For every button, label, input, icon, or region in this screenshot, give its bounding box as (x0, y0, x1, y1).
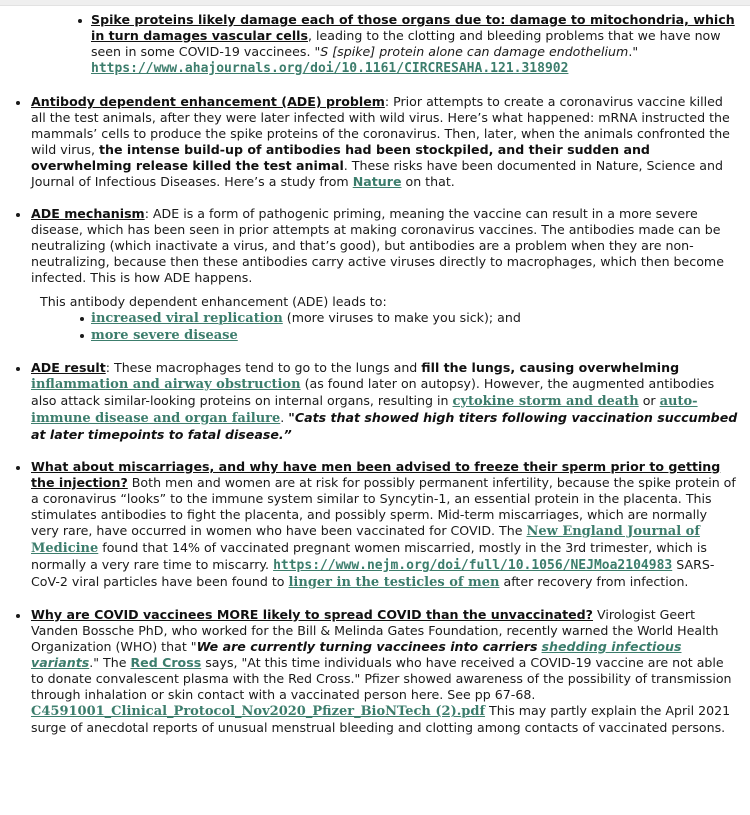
list-item-ade-problem (0, 94, 750, 190)
lead-item (31, 327, 738, 344)
item-text: ." (628, 44, 639, 59)
item-text: , leading to the clotting and bleeding problems that we have now seen in some COVID-19 vaccinees. " (91, 28, 721, 59)
lead-text: (more viruses to make you sick); and (282, 310, 521, 325)
ade-leads-intro: This antibody dependent enhancement (ADE) leads to: (40, 294, 387, 309)
increased-viral-replication-link[interactable]: increased viral replication (91, 311, 283, 326)
item-text: SARS-CoV-2 viral particles have been found to (31, 557, 715, 589)
inflammation-link[interactable]: inflammation and airway obstruction (31, 377, 301, 392)
item-heading: Antibody dependent enhancement (ADE) problem (31, 94, 385, 109)
ade-leads-list (31, 310, 738, 344)
main-list (0, 12, 750, 736)
item-text: or (638, 393, 660, 408)
quote-text: [spike] protein alone can damage endothelium (332, 44, 629, 59)
item-text: . (280, 410, 289, 425)
item-heading: ADE mechanism (31, 206, 145, 221)
cats-quote: "Cats that showed high titers following vaccination succumbed at later timepoints to fatal disease.” (31, 410, 738, 442)
item-text: after recovery from infection. (499, 574, 689, 589)
shedding-variants-link[interactable]: shedding infectious variants (31, 639, 682, 670)
item-heading: ADE result (31, 360, 106, 375)
list-item-ade-mechanism (0, 206, 750, 344)
item-heading: What about miscarriages, and why have men been advised to freeze their sperm prior to getting the injection? (31, 459, 721, 490)
testicles-link[interactable]: linger in the testicles of men (288, 575, 500, 590)
item-text: : Prior attempts to create a coronavirus vaccine killed all the test animals, after they were later infected with wild virus. Here’s what happened: mRNA instructed the mammals’ cells to produce the spike proteins of the coronavirus. Then, later, when the animals confronted the wild virus, (31, 94, 730, 157)
item-text: on that. (401, 174, 455, 189)
item-text: Both men and women are at risk for possibly permanent infertility, because the spike protein of a coronavirus “looks” to the immune system similar to Syncytin-1, an essential protein in the placenta. This stimulates antibodies to fight the placenta, and possibly sperm. Mid-term miscarriages, which are normally very rare, have occurred in women who have been vaccinated for COVID. The (31, 475, 736, 538)
cytokine-storm-link[interactable]: cytokine storm and death (452, 394, 639, 409)
item-text: (as found later on autopsy). However, the augmented antibodies also attack similar-looking proteins on internal organs, resulting in (31, 376, 715, 408)
pfizer-protocol-pdf-link[interactable]: C4591001_Clinical_Protocol_Nov2020_Pfizer_BioNTech (2).pdf (31, 704, 486, 719)
item-text: says, "At this time individuals who have received a COVID-19 vaccine are not able to donate convalescent plasma with the Red Cross." Pfizer showed awareness of the possibility of transmission through inhalation or skin contact with a vaccinated person here. See pp 67-68. (31, 655, 732, 702)
quote-text: S (320, 44, 333, 59)
top-border (0, 0, 750, 6)
bold-text: the intense build-up of antibodies had been stockpiled, and their sudden and overwhelming release killed the test animal (31, 142, 650, 173)
item-text: Virologist Geert Vanden Bossche PhD, who worked for the Bill & Melinda Gates Foundation, recently warned the World Health Organization (WHO) that " (31, 607, 719, 654)
nature-link[interactable]: Nature (352, 174, 402, 189)
list-item-miscarriages (0, 459, 750, 591)
nejm-url-link[interactable]: https://www.nejm.org/doi/full/10.1056/NEJMoa2104983 (273, 558, 673, 573)
bold-text: fill the lungs, causing overwhelming (421, 360, 680, 375)
lead-item (31, 310, 738, 327)
ahajournals-link[interactable]: https://www.ahajournals.org/doi/10.1161/CIRCRESAHA.121.318902 (91, 61, 569, 76)
item-text: ." The (89, 655, 131, 670)
nejm-link[interactable]: New England Journal of Medicine (31, 524, 700, 556)
item-heading: Spike proteins likely damage each of those organs due to: damage to mitochondria, which in turn damages vascular cells (91, 12, 735, 43)
more-severe-disease-link[interactable]: more severe disease (91, 328, 238, 343)
list-item-spread (0, 607, 750, 736)
document-body (0, 12, 750, 752)
list-item-ade-result (0, 360, 750, 443)
red-cross-link[interactable]: Red Cross (130, 655, 202, 670)
item-text: This may partly explain the April 2021 surge of anecdotal reports of unusual menstrual bleeding and clotting among contacts of vaccinated persons. (31, 703, 731, 735)
item-text: : These macrophages tend to go to the lungs and (105, 360, 422, 375)
item-heading: Why are COVID vaccinees MORE likely to spread COVID than the unvaccinated? (31, 607, 593, 622)
item-text: found that 14% of vaccinated pregnant women miscarried, mostly in the 3rd trimester, which is normally a very rare time to miscarry. (31, 540, 707, 572)
carriers-quote: We are currently turning vaccinees into carriers (196, 639, 538, 654)
list-item-spike-proteins (0, 12, 750, 77)
auto-immune-link[interactable]: auto-immune disease and organ failure (31, 394, 698, 426)
item-text: . These risks have been documented in Nature, Science and Journal of Infectious Diseases. Here’s a study from (31, 158, 723, 189)
item-text: : ADE is a form of pathogenic priming, meaning the vaccine can result in a more severe disease, which has been seen in prior attempts at making coronavirus vaccines. The antibodies made can be neutralizing (which inactivate a virus, and that’s good), but antibodies are a problem when they are non-neutralizing, because then these antibodies carry active viruses directly to macrophages, which then become infected. This is how ADE happens. (31, 206, 724, 285)
